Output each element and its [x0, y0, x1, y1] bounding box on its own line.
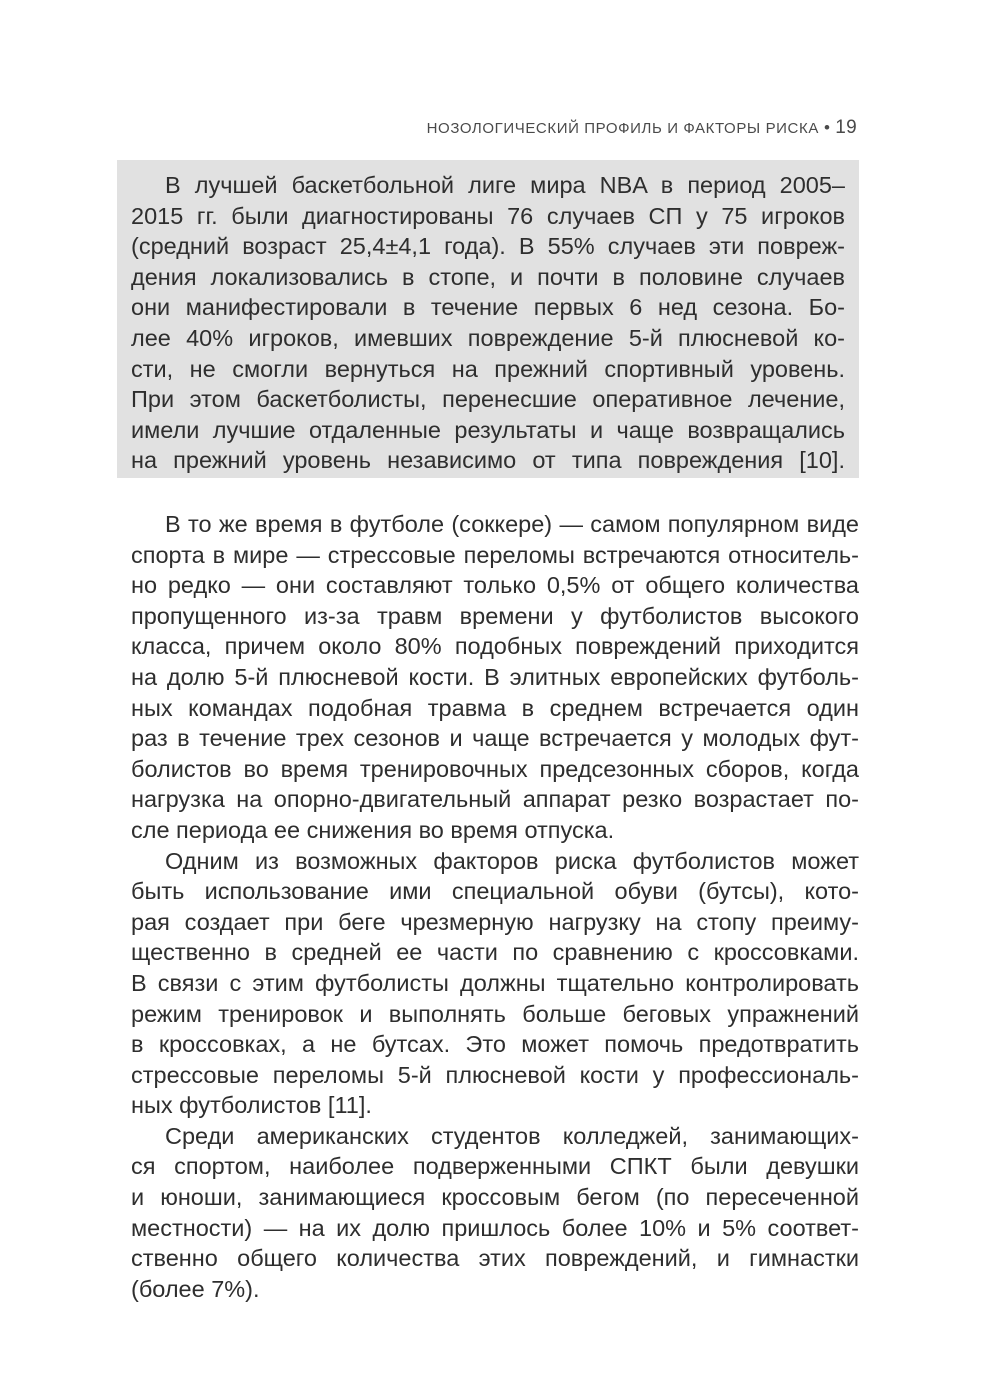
- body-line: стрессовые переломы 5-й плюсневой кости у профессиональ-: [131, 1061, 859, 1088]
- box-line: дения локализовались в стопе, и почти в половине случаев: [131, 263, 845, 290]
- box-line: При этом баскетболисты, перенесшие оперативное лечение,: [131, 386, 845, 413]
- box-line: лее 40% игроков, имевших повреждение 5-й плюсневой ко-: [131, 324, 845, 351]
- body-line: сле периода ее снижения во время отпуска.: [131, 816, 615, 843]
- body-line: режим тренировок и выполнять больше беговых упражнений: [131, 1000, 859, 1027]
- body-line: быть использование ими специальной обуви (бутсы), кото-: [131, 878, 859, 905]
- running-head: [427, 117, 857, 139]
- body-line: ственно общего количества этих повреждений, и гимнастки: [131, 1245, 859, 1272]
- box-line: имели лучшие отдаленные результаты и чаще возвращались: [131, 416, 845, 443]
- page-number: 19: [835, 117, 857, 138]
- highlight-box: [117, 160, 859, 478]
- box-line: сти, не смогли вернуться на прежний спортивный уровень.: [131, 355, 845, 382]
- body-line: местности) — на их долю пришлось более 10% и 5% соответ-: [131, 1214, 859, 1241]
- box-line: В лучшей баскетбольной лиге мира NBA в период 2005–: [165, 172, 845, 198]
- paragraph-2: [131, 846, 859, 1121]
- body-line: ных футболистов [11].: [131, 1092, 372, 1119]
- running-title: НОЗОЛОГИЧЕСКИЙ ПРОФИЛЬ И ФАКТОРЫ РИСКА: [426, 120, 819, 137]
- body-line: раз в течение трех сезонов и чаще встречается у молодых фут-: [131, 725, 859, 752]
- body-line: ных командах подобная травма в среднем встречается один: [131, 694, 859, 721]
- body-line: ся спортом, наиболее подверженными СПКТ были девушки: [131, 1153, 859, 1180]
- running-head-separator: •: [823, 118, 831, 137]
- body-line: В связи с этим футболисты должны тщательно контролировать: [131, 969, 859, 996]
- box-line: 2015 гг. были диагностированы 76 случаев СП у 75 игроков: [131, 202, 845, 229]
- body-line: и юноши, занимающиеся кроссовым бегом (по пересеченной: [131, 1184, 859, 1211]
- body-line: щественно в средней ее части по сравнению с кроссовками.: [131, 939, 859, 966]
- body-line: (более 7%).: [131, 1275, 260, 1302]
- body-line: В то же время в футболе (соккере) — самом популярном виде: [165, 511, 859, 537]
- box-line: (средний возраст 25,4±4,1 года). В 55% случаев эти повреж-: [131, 233, 845, 260]
- body-line: болистов во время тренировочных предсезонных сборов, когда: [131, 755, 859, 782]
- body-line: класса, причем около 80% подобных повреждений приходится: [131, 633, 859, 660]
- body-text: [131, 509, 859, 1304]
- body-line: Среди американских студентов колледжей, занимающих-: [165, 1122, 859, 1149]
- body-line: нагрузка на опорно-двигательный аппарат резко возрастает по-: [131, 786, 859, 813]
- box-line: на прежний уровень независимо от типа повреждения [10].: [131, 447, 845, 474]
- body-line: Одним из возможных факторов риска футболистов может: [165, 847, 859, 874]
- body-line: но редко — они составляют только 0,5% от общего количества: [131, 572, 859, 599]
- body-line: пропущенного из-за травм времени у футболистов высокого: [131, 602, 859, 629]
- paragraph-3: [131, 1121, 859, 1305]
- body-line: в кроссовках, а не бутсах. Это может помочь предотвратить: [131, 1031, 859, 1058]
- box-line: они манифестировали в течение первых 6 нед сезона. Бо-: [131, 294, 845, 321]
- body-line: на долю 5-й плюсневой кости. В элитных европейских футболь-: [131, 663, 859, 690]
- paragraph-1: [131, 509, 859, 846]
- body-line: спорта в мире — стрессовые переломы встречаются относитель-: [131, 541, 859, 568]
- body-line: рая создает при беге чрезмерную нагрузку на стопу преиму-: [131, 908, 859, 935]
